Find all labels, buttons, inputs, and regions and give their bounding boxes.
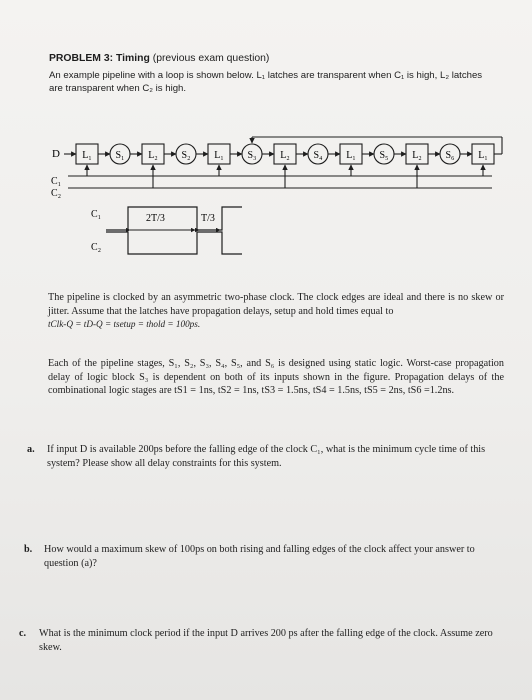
stage-label: S₆ xyxy=(445,150,455,161)
stage-label: S₄ xyxy=(313,150,323,161)
stage-paragraph: Each of the pipeline stages, S₁, S₂, S₃, S₄, S₅, and S₆ is designed using static logic. Worst-case propagation delay of logic block S₃ is dependent on both of its inputs shown in the figure. Propagation delays of the combinational logic stages are tS1 = 1ns, tS2 = 1ns, tS3 = 1.5ns, tS4 = 1.5ns, tS5 = 2ns, tS6 =1.2ns. xyxy=(48,358,504,396)
latch-label: L₂ xyxy=(280,150,290,161)
question-b-text: How would a maximum skew of 100ps on both rising and falling edges of the clock affect your answer to question (a)? xyxy=(44,544,475,569)
question-a-text: If input D is available 200ps before the falling edge of the clock C₁, what is the minimum cycle time of this system? Please show all delay constraints for this system. xyxy=(47,444,486,469)
question-c xyxy=(19,627,511,654)
latch-label: L₁ xyxy=(214,150,224,161)
clock-paragraph xyxy=(48,291,504,332)
latch-label: L₂ xyxy=(412,150,422,161)
question-c-text: What is the minimum clock period if the input D arrives 200 ps after the falling edge of the clock. Assume zero skew. xyxy=(39,628,493,653)
problem-title-bold: PROBLEM 3: Timing xyxy=(49,53,150,64)
question-b xyxy=(24,543,510,570)
stage-label: S₁ xyxy=(115,150,125,161)
stage-label: S₅ xyxy=(379,150,389,161)
clock-label-c1: C₁ xyxy=(51,176,62,187)
clock-paragraph-text: The pipeline is clocked by an asymmetric two-phase clock. The clock edges are ideal and there is no skew or jitter. Assume that the latches have propagation delays, setup and hold times equal to xyxy=(48,292,504,317)
latch-label: L₁ xyxy=(346,150,356,161)
c1-waveform xyxy=(106,207,242,230)
timing-waveforms xyxy=(106,207,242,254)
latch-label: L₂ xyxy=(148,150,158,161)
c2-waveform xyxy=(106,232,242,254)
input-d-label: D xyxy=(52,148,60,160)
stage-label: S₂ xyxy=(181,150,191,161)
timing-c1-label: C₁ xyxy=(91,209,102,220)
question-b-label: b. xyxy=(24,544,33,555)
problem-title-rest: (previous exam question) xyxy=(149,53,270,64)
timing-c2-label: C₂ xyxy=(91,242,102,253)
phase1-label: 2T/3 xyxy=(146,213,165,224)
latch-label: L₁ xyxy=(82,150,92,161)
clock-label-c2: C₂ xyxy=(51,188,62,199)
question-c-label: c. xyxy=(19,628,27,639)
latch-label: L₁ xyxy=(478,150,488,161)
question-a-label: a. xyxy=(27,444,35,455)
pipeline-diagram xyxy=(0,0,532,280)
problem-intro: An example pipeline with a loop is shown below. L₁ latches are transparent when C₁ is high, L₂ latches are transparent when C₂ is high. xyxy=(49,70,483,94)
question-a xyxy=(27,443,507,470)
stage-label: S₃ xyxy=(247,150,257,161)
phase2-label: T/3 xyxy=(201,213,215,224)
latch-timing-equation: tClk-Q = tD-Q = tsetup = thold = 100ps. xyxy=(48,319,201,329)
